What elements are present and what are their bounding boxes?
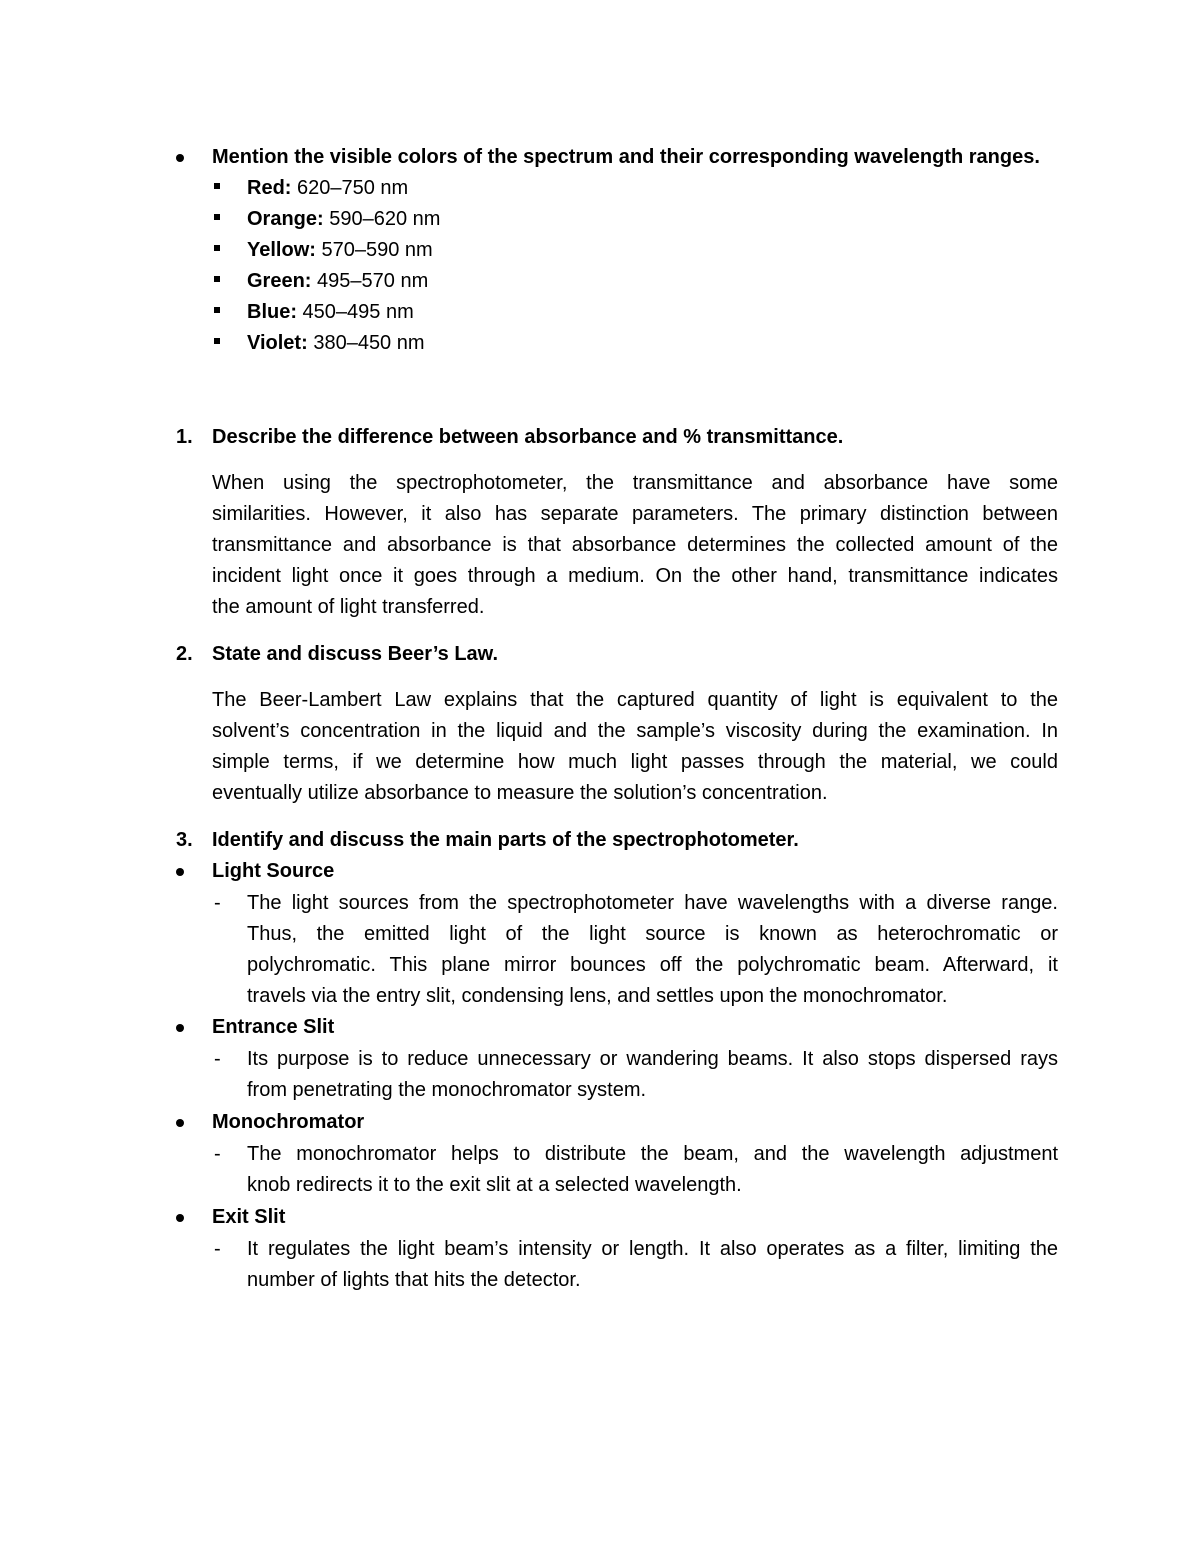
paragraph-line: solvent’s concentration in the liquid and the sample’s viscosity during the examination. In: [212, 720, 1058, 742]
color-item: [247, 328, 425, 359]
answer-1-paragraph: [212, 468, 1058, 623]
paragraph-line: Its purpose is to reduce unnecessary or wandering beams. It also stops dispersed rays: [247, 1048, 1058, 1070]
paragraph-line: travels via the entry slit, condensing lens, and settles upon the monochromator.: [247, 985, 948, 1007]
color-range: 620–750 nm: [291, 177, 409, 199]
question-3-title: Identify and discuss the main parts of the spectrophotometer.: [212, 829, 799, 851]
square-bullet-icon: [214, 276, 220, 282]
paragraph-line: from penetrating the monochromator system.: [247, 1079, 647, 1101]
question-number: 3.: [176, 829, 193, 851]
part-description: [247, 1234, 1058, 1296]
paragraph-line: the amount of light transferred.: [212, 596, 485, 618]
square-bullet-icon: [214, 214, 220, 220]
paragraph-line: Thus, the emitted light of the light source is known as heterochromatic or: [247, 923, 1058, 945]
bullet-icon: [176, 1214, 184, 1222]
dash-marker: -: [214, 1238, 221, 1260]
dash-marker: -: [214, 1048, 221, 1070]
bullet-icon: [176, 868, 184, 876]
paragraph-line: number of lights that hits the detector.: [247, 1269, 581, 1291]
bullet-icon: [176, 1119, 184, 1127]
paragraph-line: The monochromator helps to distribute the beam, and the wavelength adjustment: [247, 1143, 1058, 1165]
color-range: 495–570 nm: [311, 270, 429, 292]
paragraph-line: It regulates the light beam’s intensity or length. It also operates as a filter, limiting the: [247, 1238, 1058, 1260]
color-item: [247, 173, 408, 204]
paragraph-line: polychromatic. This plane mirror bounces off the polychromatic beam. Afterward, it: [247, 954, 1058, 976]
color-name: Orange:: [247, 208, 324, 230]
color-item: [247, 204, 440, 235]
answer-2-paragraph: [212, 685, 1058, 809]
part-title: Monochromator: [212, 1111, 365, 1133]
question-1-title: Describe the difference between absorbance and % transmittance.: [212, 426, 844, 448]
paragraph-line: transmittance and absorbance is that absorbance determines the collected amount of the: [212, 534, 1058, 556]
paragraph-line: simple terms, if we determine how much light passes through the material, we could: [212, 751, 1058, 773]
part-description: [247, 1139, 1058, 1201]
paragraph-line: The light sources from the spectrophotometer have wavelengths with a diverse range.: [247, 892, 1058, 914]
color-name: Violet:: [247, 332, 308, 354]
intro-question: Mention the visible colors of the spectrum and their corresponding wavelength ranges.: [212, 146, 1040, 168]
part-description: [247, 888, 1058, 1012]
paragraph-line: eventually utilize absorbance to measure the solution’s concentration.: [212, 782, 828, 804]
square-bullet-icon: [214, 338, 220, 344]
color-name: Blue:: [247, 301, 297, 323]
color-item: [247, 266, 428, 297]
color-range: 590–620 nm: [323, 208, 441, 230]
question-number: 1.: [176, 426, 193, 448]
paragraph-line: similarities. However, it also has separate parameters. The primary distinction between: [212, 503, 1058, 525]
bullet-icon: [176, 1024, 184, 1032]
paragraph-line: When using the spectrophotometer, the transmittance and absorbance have some: [212, 472, 1058, 494]
part-description: [247, 1044, 1058, 1106]
color-name: Green:: [247, 270, 312, 292]
part-title: Entrance Slit: [212, 1016, 335, 1038]
part-title: Light Source: [212, 860, 335, 882]
square-bullet-icon: [214, 183, 220, 189]
square-bullet-icon: [214, 245, 220, 251]
bullet-icon: [176, 154, 184, 162]
paragraph-line: The Beer-Lambert Law explains that the captured quantity of light is equivalent to the: [212, 689, 1058, 711]
color-range: 570–590 nm: [315, 239, 433, 261]
color-item: [247, 235, 433, 266]
question-number: 2.: [176, 643, 193, 665]
color-name: Red:: [247, 177, 292, 199]
part-title: Exit Slit: [212, 1206, 286, 1228]
paragraph-line: incident light once it goes through a medium. On the other hand, transmittance indicates: [212, 565, 1058, 587]
dash-marker: -: [214, 1143, 221, 1165]
color-range: 380–450 nm: [307, 332, 425, 354]
color-name: Yellow:: [247, 239, 316, 261]
question-2-title: State and discuss Beer’s Law.: [212, 643, 499, 665]
square-bullet-icon: [214, 307, 220, 313]
dash-marker: -: [214, 892, 221, 914]
paragraph-line: knob redirects it to the exit slit at a selected wavelength.: [247, 1174, 742, 1196]
color-range: 450–495 nm: [297, 301, 414, 323]
color-item: [247, 297, 414, 328]
